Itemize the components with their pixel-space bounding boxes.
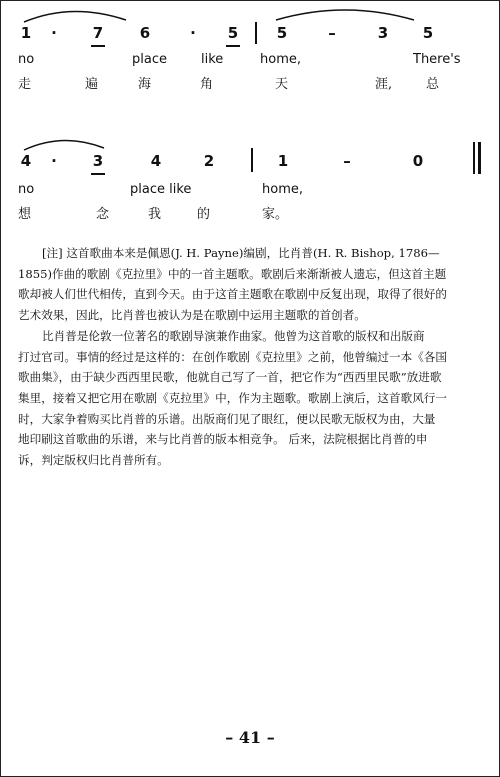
lyric: There's (413, 52, 461, 67)
lyric: no (18, 52, 35, 67)
dot-note: · (51, 24, 57, 42)
annotation-line: 诉，判定版权归比肖普所有。 (18, 453, 169, 468)
chinese-lyric: 天 (275, 77, 289, 92)
note: 2 (203, 152, 215, 170)
chinese-lyric: 角 (200, 77, 214, 92)
dot-note: · (51, 152, 57, 170)
note: 7 (92, 24, 104, 42)
note: 5 (276, 24, 288, 42)
lyric: like (201, 52, 224, 67)
final-bar-thick (478, 142, 481, 174)
bar-line (251, 148, 253, 172)
dash: – (343, 152, 351, 170)
slur-row1-b (276, 10, 414, 20)
note: 5 (227, 24, 239, 42)
lyric: no (18, 182, 35, 197)
chinese-lyric: 遍 (85, 77, 99, 92)
lyric: place like (130, 182, 192, 197)
dash: – (328, 24, 336, 42)
note: 3 (377, 24, 389, 42)
chinese-lyric: 想 (18, 207, 32, 222)
chinese-lyric: 我 (148, 207, 162, 222)
annotation-line: 歌却被人们世代相传，直到今天。由于这首主题歌在歌剧中反复出现，取得了很好的 (18, 287, 447, 302)
note: 0 (412, 152, 424, 170)
lyric: home, (262, 182, 303, 197)
chinese-lyric: 总 (426, 77, 440, 92)
annotation-line: 艺术效果，因此，比肖普也被认为是在歌剧中运用主题歌的首创者。 (18, 308, 366, 323)
note-underline (226, 45, 240, 47)
annotation-line: 比肖普是伦敦一位著名的歌剧导演兼作曲家。他曾为这首歌的版权和出版商 (42, 328, 425, 343)
annotation-line: 地印刷这首歌曲的乐谱，来与比肖普的版本相竞争。 后来，法院根据比肖普的申 (18, 432, 428, 447)
note: 1 (277, 152, 289, 170)
note: 4 (20, 152, 32, 170)
chinese-lyric: 走 (18, 77, 32, 92)
chinese-lyric: 涯, (375, 77, 393, 92)
chinese-lyric: 的 (197, 207, 211, 222)
annotation-line: 集里，接着又把它用在歌剧《克拉里》中，作为主题歌。歌剧上演后，这首歌风行一 (18, 390, 447, 405)
annotation-line: 打过官司。事情的经过是这样的：在创作歌剧《克拉里》之前，他曾编过一本《各国 (18, 349, 447, 364)
annotation-line: [注] 这首歌曲本来是佩恩(J. H. Payne)编剧，比肖普(H. R. Bishop, 1786— (42, 246, 440, 260)
dot-note: · (190, 24, 196, 42)
note: 3 (92, 152, 104, 170)
lyric: place (132, 52, 167, 67)
chinese-lyric: 海 (138, 77, 152, 92)
slur-row2 (0, 130, 500, 160)
note: 1 (20, 24, 32, 42)
page-number: – 41 – (225, 728, 275, 747)
annotation-line: 歌曲集》，由于缺少西西里民歌，他就自己写了一首，把它作为“西西里民歌”放进歌 (18, 370, 442, 385)
bar-line (255, 22, 257, 44)
chinese-lyric: 念 (96, 207, 110, 222)
final-bar-thin (473, 142, 475, 174)
annotation-text (18, 243, 488, 471)
note: 4 (150, 152, 162, 170)
note: 5 (422, 24, 434, 42)
note-underline (91, 45, 105, 47)
lyric: home, (260, 52, 301, 67)
annotation-line: 1855)作曲的歌剧《克拉里》中的一首主题歌。歌剧后来渐渐被人遗忘，但这首主题 (18, 266, 447, 281)
chinese-lyric: 家。 (262, 207, 289, 222)
note: 6 (139, 24, 151, 42)
annotation-line: 时，大家争着购买比肖普的乐谱。出版商们见了眼红，便以民歌无版权为由，大量 (18, 411, 436, 426)
note-underline (91, 173, 105, 175)
